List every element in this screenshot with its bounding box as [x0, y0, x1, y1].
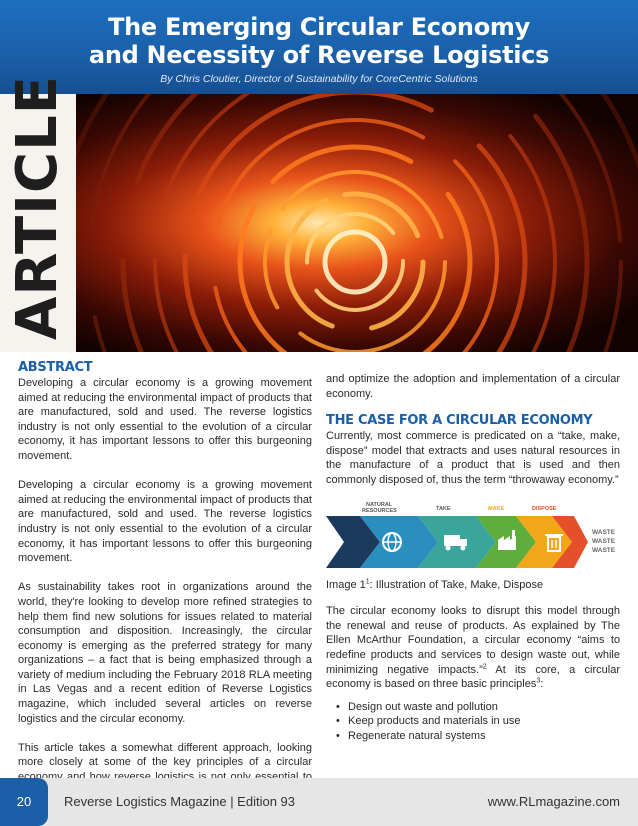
- page-footer: [0, 778, 638, 826]
- section-label-article: ARTICLE: [5, 74, 70, 340]
- continued-paragraph: and optimize the adoption and implementation of a circular economy.: [326, 373, 620, 400]
- magazine-url-link[interactable]: www.RLmagazine.com: [487, 794, 620, 809]
- list-item: • Keep products and materials in use: [348, 714, 620, 729]
- left-column: [18, 360, 312, 799]
- paragraph-text-b: At its core, a circular economy is based on three basic principles: [326, 663, 620, 691]
- image-caption: [326, 578, 620, 593]
- label-take: TAKE: [436, 505, 451, 512]
- abstract-heading: ABSTRACT: [18, 360, 93, 375]
- hero-image: [0, 94, 638, 352]
- body-paragraph-sustainability: As sustainability takes root in organizations around the world, they're looking to develop more refined strategies to help them find new solutions for issues related to material consumption and disposition. Increasingly, the circular economy is emerging as the preferred strategy for many organizations – a fact that is being emphasized through a variety of medium including the February 2018 RLA meeting in Las Vegas and a recent edition of Reverse Logistics magazine, which included several articles on reverse logistics and the circular economy.: [18, 581, 312, 725]
- footnote-ref-3[interactable]: 3: [536, 677, 541, 685]
- paragraph-text-c: :: [540, 678, 544, 691]
- case-paragraph: Currently, most commerce is predicated on a “take, make, dispose” model that extracts and uses natural resources in the manufacture of a product that is used and then commonly disposed of, thus the term “throwaway economy.”: [326, 430, 620, 486]
- label-make: MAKE: [488, 505, 505, 512]
- take-make-dispose-diagram: [326, 498, 620, 578]
- article-header: [0, 0, 638, 94]
- article-title-line-2: and Necessity of Reverse Logistics: [88, 41, 550, 69]
- body-paragraph-approach: This article takes a somewhat different approach, looking more closely at some of the key principles of a circular: [18, 741, 312, 769]
- article-title-line-1: The Emerging Circular Economy: [108, 13, 530, 41]
- label-natural-resources-line1: NATURAL: [366, 501, 393, 508]
- label-waste-1: WASTE: [592, 528, 616, 536]
- case-heading: THE CASE FOR A CIRCULAR ECONOMY: [326, 413, 593, 429]
- page-number: 20: [0, 778, 48, 826]
- abstract-paragraph-2: Developing a circular economy is a growing movement aimed at reducing the environmental impact of products that are manufactured, sold and used. The reverse logistics industry is not only essential to the evolution of a circular economy, it has important lessons to offer this burgeoning movement.: [18, 479, 312, 565]
- label-waste-2: WASTE: [592, 537, 616, 545]
- circular-economy-paragraph: [326, 604, 620, 692]
- list-item: • Design out waste and pollution: [348, 700, 620, 715]
- magazine-edition: Reverse Logistics Magazine | Edition 93: [64, 794, 295, 809]
- label-natural-resources-line2: RESOURCES: [362, 507, 397, 514]
- list-item: • Regenerate natural systems: [348, 729, 620, 744]
- author-byline: By Chris Cloutier, Director of Sustainability for CoreCentric Solutions: [160, 73, 478, 85]
- caption-footnote-ref[interactable]: 1: [365, 577, 370, 585]
- glowing-rings-illustration: [0, 94, 638, 352]
- label-waste-3: WASTE: [592, 546, 616, 554]
- caption-label: Image 1: [326, 578, 366, 591]
- diagram-arrows: [326, 498, 620, 578]
- label-dispose: DISPOSE: [532, 505, 557, 512]
- abstract-paragraph-1: Developing a circular economy is a growing movement aimed at reducing the environmental impact of products that are manufactured, sold and used. The reverse logistics industry is not only essential to the evolution of a circular economy, it has important lessons to offer this burgeoning movement.: [18, 377, 312, 462]
- right-column: [326, 372, 620, 744]
- paragraph-text-a: The circular economy looks to disrupt this model through the renewal and reuse of products. As explained by The Ellen McArthur Foundation, a circular economy “aims to redefine products and services to design waste out, while minimizing negative impacts.”: [326, 605, 620, 676]
- footnote-ref-2[interactable]: 2: [482, 662, 487, 670]
- principles-list: [326, 700, 620, 744]
- caption-text: : Illustration of Take, Make, Dispose: [369, 578, 544, 591]
